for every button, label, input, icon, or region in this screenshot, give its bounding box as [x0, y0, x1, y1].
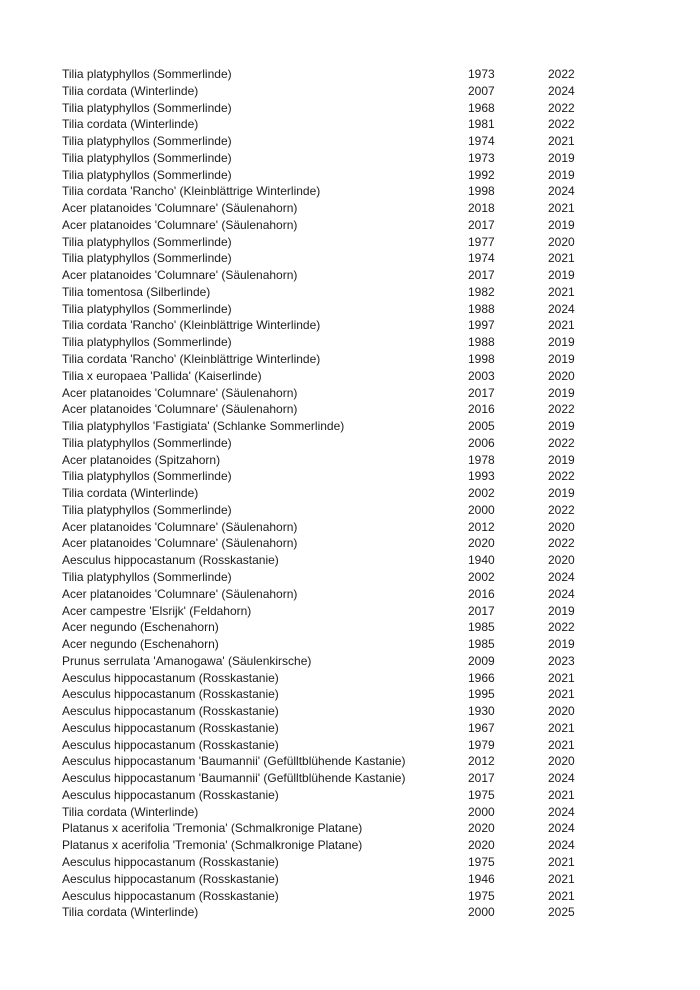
species-name: Acer platanoides (Spitzahorn) — [62, 452, 221, 467]
species-name: Aesculus hippocastanum (Rosskastanie) — [62, 670, 279, 685]
table-row — [62, 435, 700, 452]
table-row — [62, 569, 700, 586]
table-row — [62, 452, 700, 469]
year-second: 2020 — [548, 704, 575, 719]
year-second: 2019 — [548, 419, 575, 434]
species-name: Aesculus hippocastanum (Rosskastanie) — [62, 720, 279, 735]
year-second: 2024 — [548, 83, 575, 98]
species-name: Tilia cordata 'Rancho' (Kleinblättrige Winterlinde) — [62, 352, 321, 367]
year-first: 2016 — [468, 402, 495, 417]
species-name: Tilia platyphyllos (Sommerlinde) — [62, 335, 232, 350]
table-row — [62, 167, 700, 184]
year-first: 2017 — [468, 603, 495, 618]
table-row — [62, 804, 700, 821]
year-second: 2021 — [548, 871, 575, 886]
table-row — [62, 485, 700, 502]
year-first: 2002 — [468, 486, 495, 501]
table-row — [62, 368, 700, 385]
species-name: Platanus x acerifolia 'Tremonia' (Schmalkronige Platane) — [62, 838, 363, 853]
year-second: 2022 — [548, 620, 575, 635]
year-second: 2021 — [548, 670, 575, 685]
year-first: 2017 — [468, 217, 495, 232]
year-second: 2019 — [548, 217, 575, 232]
species-name: Acer negundo (Eschenahorn) — [62, 620, 219, 635]
table-row — [62, 351, 700, 368]
species-name: Tilia platyphyllos (Sommerlinde) — [62, 251, 232, 266]
year-first: 2000 — [468, 804, 495, 819]
table-row — [62, 267, 700, 284]
year-first: 1946 — [468, 871, 495, 886]
year-first: 1979 — [468, 737, 495, 752]
year-second: 2024 — [548, 184, 575, 199]
table-row — [62, 385, 700, 402]
table-row — [62, 401, 700, 418]
table-row — [62, 703, 700, 720]
species-name: Tilia cordata (Winterlinde) — [62, 83, 199, 98]
year-second: 2025 — [548, 905, 575, 920]
year-first: 1975 — [468, 888, 495, 903]
year-second: 2019 — [548, 268, 575, 283]
species-name: Tilia x europaea 'Pallida' (Kaiserlinde) — [62, 368, 262, 383]
year-first: 1968 — [468, 100, 495, 115]
year-first: 2009 — [468, 653, 495, 668]
year-first: 2012 — [468, 754, 495, 769]
year-second: 2020 — [548, 519, 575, 534]
year-first: 2003 — [468, 368, 495, 383]
year-second: 2023 — [548, 653, 575, 668]
year-first: 2006 — [468, 435, 495, 450]
species-name: Aesculus hippocastanum (Rosskastanie) — [62, 553, 279, 568]
species-name: Tilia cordata (Winterlinde) — [62, 804, 199, 819]
species-name: Acer platanoides 'Columnare' (Säulenahorn) — [62, 268, 298, 283]
year-first: 2020 — [468, 536, 495, 551]
species-name: Acer platanoides 'Columnare' (Säulenahorn) — [62, 201, 298, 216]
species-name: Tilia platyphyllos (Sommerlinde) — [62, 100, 232, 115]
species-name: Tilia platyphyllos (Sommerlinde) — [62, 67, 232, 81]
species-name: Tilia platyphyllos (Sommerlinde) — [62, 134, 232, 149]
year-second: 2019 — [548, 335, 575, 350]
table-row — [62, 820, 700, 837]
species-name: Tilia platyphyllos 'Fastigiata' (Schlanke Sommerlinde) — [62, 419, 345, 434]
year-second: 2020 — [548, 234, 575, 249]
year-first: 1975 — [468, 854, 495, 869]
year-first: 1967 — [468, 720, 495, 735]
table-row — [62, 871, 700, 888]
species-name: Aesculus hippocastanum (Rosskastanie) — [62, 854, 279, 869]
year-second: 2019 — [548, 385, 575, 400]
year-first: 1998 — [468, 184, 495, 199]
year-first: 1992 — [468, 167, 495, 182]
year-first: 1998 — [468, 352, 495, 367]
table-row — [62, 753, 700, 770]
table-row — [62, 100, 700, 117]
species-name: Acer platanoides 'Columnare' (Säulenahorn) — [62, 385, 298, 400]
year-first: 1966 — [468, 670, 495, 685]
table-row — [62, 854, 700, 871]
table-row — [62, 83, 700, 100]
species-name: Tilia platyphyllos (Sommerlinde) — [62, 469, 232, 484]
species-name: Tilia tomentosa (Silberlinde) — [62, 284, 211, 299]
table-row — [62, 150, 700, 167]
year-first: 1995 — [468, 687, 495, 702]
species-name: Acer platanoides 'Columnare' (Säulenahorn) — [62, 217, 298, 232]
table-row — [62, 200, 700, 217]
table-row — [62, 653, 700, 670]
year-first: 1973 — [468, 150, 495, 165]
species-name: Acer negundo (Eschenahorn) — [62, 637, 219, 652]
table-row — [62, 670, 700, 687]
year-first: 1974 — [468, 134, 495, 149]
table-row — [62, 66, 700, 83]
species-name: Acer platanoides 'Columnare' (Säulenahorn) — [62, 519, 298, 534]
year-first: 2012 — [468, 519, 495, 534]
table-row — [62, 535, 700, 552]
year-first: 1993 — [468, 469, 495, 484]
year-first: 2017 — [468, 771, 495, 786]
year-second: 2024 — [548, 821, 575, 836]
species-name: Acer platanoides 'Columnare' (Säulenahorn) — [62, 402, 298, 417]
year-first: 2002 — [468, 569, 495, 584]
species-name: Aesculus hippocastanum (Rosskastanie) — [62, 687, 279, 702]
species-name: Aesculus hippocastanum (Rosskastanie) — [62, 737, 279, 752]
table-row — [62, 787, 700, 804]
table-row — [62, 552, 700, 569]
species-name: Tilia platyphyllos (Sommerlinde) — [62, 301, 232, 316]
year-second: 2022 — [548, 117, 575, 132]
species-name: Tilia cordata (Winterlinde) — [62, 905, 199, 920]
species-name: Prunus serrulata 'Amanogawa' (Säulenkirsche) — [62, 653, 312, 668]
year-second: 2024 — [548, 569, 575, 584]
table-row — [62, 603, 700, 620]
year-second: 2021 — [548, 888, 575, 903]
table-row — [62, 502, 700, 519]
table-row — [62, 888, 700, 905]
table-row — [62, 183, 700, 200]
year-second: 2020 — [548, 553, 575, 568]
year-first: 2018 — [468, 201, 495, 216]
table-row — [62, 234, 700, 251]
table-row — [62, 116, 700, 133]
species-name: Aesculus hippocastanum 'Baumannii' (Gefülltblühende Kastanie) — [62, 754, 406, 769]
species-name: Acer platanoides 'Columnare' (Säulenahorn) — [62, 536, 298, 551]
table-row — [62, 586, 700, 603]
year-first: 2017 — [468, 268, 495, 283]
species-name: Tilia platyphyllos (Sommerlinde) — [62, 167, 232, 182]
year-first: 2005 — [468, 419, 495, 434]
year-second: 2021 — [548, 318, 575, 333]
year-first: 2000 — [468, 502, 495, 517]
year-first: 2020 — [468, 838, 495, 853]
year-second: 2019 — [548, 637, 575, 652]
species-name: Aesculus hippocastanum (Rosskastanie) — [62, 888, 279, 903]
year-second: 2022 — [548, 469, 575, 484]
table-row — [62, 619, 700, 636]
year-second: 2019 — [548, 486, 575, 501]
year-first: 2017 — [468, 385, 495, 400]
year-first: 1940 — [468, 553, 495, 568]
species-name: Tilia cordata (Winterlinde) — [62, 486, 199, 501]
year-second: 2019 — [548, 603, 575, 618]
year-second: 2024 — [548, 838, 575, 853]
year-first: 1988 — [468, 301, 495, 316]
year-second: 2020 — [548, 368, 575, 383]
year-second: 2019 — [548, 352, 575, 367]
species-name: Tilia cordata (Winterlinde) — [62, 117, 199, 132]
year-first: 1985 — [468, 637, 495, 652]
species-name: Tilia platyphyllos (Sommerlinde) — [62, 569, 232, 584]
year-second: 2024 — [548, 804, 575, 819]
year-first: 2007 — [468, 83, 495, 98]
species-name: Tilia platyphyllos (Sommerlinde) — [62, 435, 232, 450]
year-second: 2022 — [548, 100, 575, 115]
year-second: 2024 — [548, 771, 575, 786]
table-row — [62, 250, 700, 267]
table-row — [62, 468, 700, 485]
year-second: 2021 — [548, 687, 575, 702]
year-first: 1977 — [468, 234, 495, 249]
species-name: Tilia platyphyllos (Sommerlinde) — [62, 234, 232, 249]
table-row — [62, 519, 700, 536]
year-second: 2022 — [548, 67, 575, 81]
species-name: Aesculus hippocastanum 'Baumannii' (Gefülltblühende Kastanie) — [62, 771, 406, 786]
tree-table — [62, 66, 700, 921]
year-second: 2021 — [548, 284, 575, 299]
year-second: 2022 — [548, 435, 575, 450]
table-row — [62, 317, 700, 334]
year-first: 1978 — [468, 452, 495, 467]
table-row — [62, 334, 700, 351]
year-second: 2019 — [548, 452, 575, 467]
year-second: 2021 — [548, 854, 575, 869]
year-second: 2021 — [548, 787, 575, 802]
species-name: Tilia cordata 'Rancho' (Kleinblättrige Winterlinde) — [62, 318, 321, 333]
year-second: 2021 — [548, 720, 575, 735]
year-second: 2022 — [548, 536, 575, 551]
year-first: 1981 — [468, 117, 495, 132]
year-first: 1997 — [468, 318, 495, 333]
species-name: Aesculus hippocastanum (Rosskastanie) — [62, 871, 279, 886]
year-second: 2021 — [548, 737, 575, 752]
year-first: 1973 — [468, 67, 495, 81]
table-row — [62, 737, 700, 754]
table-row — [62, 686, 700, 703]
year-second: 2022 — [548, 502, 575, 517]
year-second: 2021 — [548, 201, 575, 216]
table-row — [62, 418, 700, 435]
year-first: 1974 — [468, 251, 495, 266]
species-name: Platanus x acerifolia 'Tremonia' (Schmalkronige Platane) — [62, 821, 363, 836]
year-second: 2019 — [548, 150, 575, 165]
year-second: 2021 — [548, 134, 575, 149]
table-row — [62, 133, 700, 150]
species-name: Tilia platyphyllos (Sommerlinde) — [62, 150, 232, 165]
species-name: Tilia platyphyllos (Sommerlinde) — [62, 502, 232, 517]
year-first: 2016 — [468, 586, 495, 601]
year-first: 2000 — [468, 905, 495, 920]
table-row — [62, 284, 700, 301]
year-first: 2020 — [468, 821, 495, 836]
year-first: 1930 — [468, 704, 495, 719]
year-second: 2021 — [548, 251, 575, 266]
table-row — [62, 770, 700, 787]
table-row — [62, 301, 700, 318]
year-first: 1985 — [468, 620, 495, 635]
table-row — [62, 636, 700, 653]
year-second: 2024 — [548, 586, 575, 601]
year-first: 1982 — [468, 284, 495, 299]
species-name: Aesculus hippocastanum (Rosskastanie) — [62, 704, 279, 719]
table-row — [62, 904, 700, 921]
year-first: 1975 — [468, 787, 495, 802]
table-row — [62, 217, 700, 234]
table-row — [62, 837, 700, 854]
table-row — [62, 720, 700, 737]
year-second: 2024 — [548, 301, 575, 316]
species-name: Acer platanoides 'Columnare' (Säulenahorn) — [62, 586, 298, 601]
year-second: 2022 — [548, 402, 575, 417]
species-name: Acer campestre 'Elsrijk' (Feldahorn) — [62, 603, 252, 618]
species-name: Tilia cordata 'Rancho' (Kleinblättrige Winterlinde) — [62, 184, 321, 199]
year-first: 1988 — [468, 335, 495, 350]
species-name: Aesculus hippocastanum (Rosskastanie) — [62, 787, 279, 802]
year-second: 2019 — [548, 167, 575, 182]
year-second: 2020 — [548, 754, 575, 769]
